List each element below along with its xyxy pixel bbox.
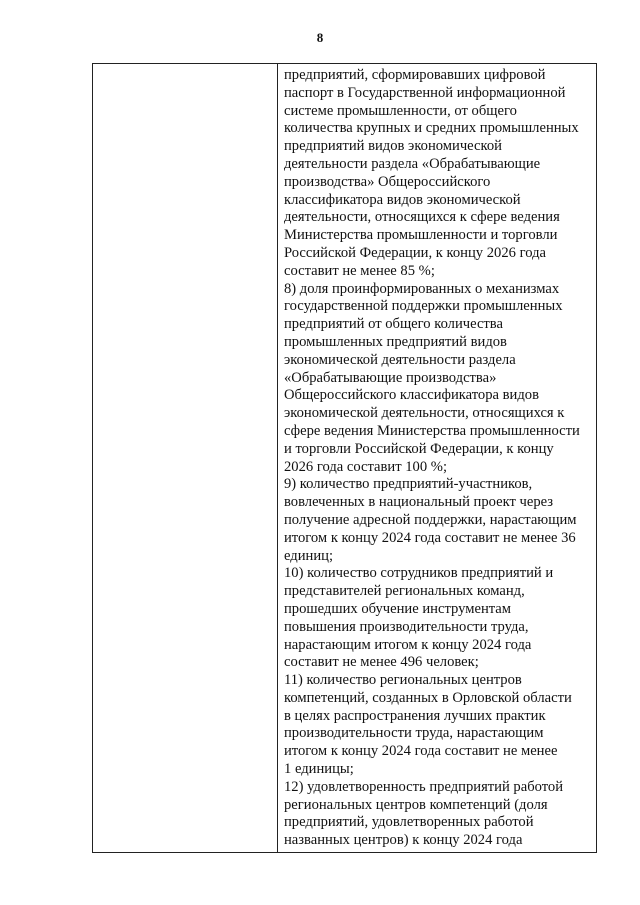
- text-line: итогом к концу 2024 года составит не менее 36: [284, 529, 576, 546]
- text-line: нарастающим итогом к концу 2024 года: [284, 636, 532, 653]
- text-line: составит не менее 85 %;: [284, 262, 435, 279]
- text-line: Российской Федерации, к концу 2026 года: [284, 244, 546, 261]
- text-line: итогом к концу 2024 года составит не менее: [284, 743, 558, 760]
- text-line: сфере ведения Министерства промышленности: [284, 422, 580, 439]
- text-line: прошедших обучение инструментам: [284, 600, 512, 617]
- text-line: предприятий видов экономической: [284, 138, 502, 155]
- text-line: деятельности, относящихся к сфере ведения: [284, 209, 560, 226]
- page-number: 8: [316, 30, 324, 45]
- text-line: производительности труда, нарастающим: [284, 725, 544, 742]
- text-line: Общероссийского классификатора видов: [284, 387, 539, 404]
- text-line: классификатора видов экономической: [284, 191, 521, 208]
- table-left-cell: [93, 64, 278, 852]
- text-line: экономической деятельности, относящихся к: [284, 405, 565, 422]
- text-line: получение адресной поддержки, нарастающим: [284, 511, 577, 528]
- text-line: производства» Общероссийского: [284, 173, 491, 190]
- table-right-cell: [278, 64, 596, 852]
- text-line: и торговли Российской Федерации, к концу: [284, 440, 554, 457]
- text-line: промышленных предприятий видов: [284, 333, 507, 350]
- text-line: государственной поддержки промышленных: [284, 298, 563, 315]
- text-line: 10) количество сотрудников предприятий и: [284, 565, 554, 582]
- text-line: повышения производительности труда,: [284, 618, 529, 635]
- text-line: единиц;: [284, 547, 334, 564]
- text-line: деятельности раздела «Обрабатывающие: [284, 155, 541, 172]
- text-line: 12) удовлетворенность предприятий работой: [284, 778, 564, 795]
- text-line: 11) количество региональных центров: [284, 672, 522, 689]
- text-line: названных центров) к концу 2024 года: [284, 832, 523, 849]
- text-line: представителей региональных команд,: [284, 583, 525, 600]
- text-line: предприятий, сформировавших цифровой: [284, 67, 546, 83]
- text-line: 8) доля проинформированных о механизмах: [284, 280, 560, 297]
- text-line: экономической деятельности раздела: [284, 351, 516, 368]
- text-line: количества крупных и средних промышленных: [284, 120, 579, 137]
- text-line: предприятий, удовлетворенных работой: [284, 814, 534, 831]
- text-line: 1 единицы;: [284, 761, 354, 778]
- text-line: региональных центров компетенций (доля: [284, 796, 548, 813]
- text-line: предприятий от общего количества: [284, 316, 503, 333]
- text-line: компетенций, созданных в Орловской области: [284, 689, 572, 706]
- text-line: 9) количество предприятий-участников,: [284, 476, 533, 493]
- text-line: паспорт в Государственной информационной: [284, 84, 566, 101]
- text-line: вовлеченных в национальный проект через: [284, 494, 554, 511]
- text-line: в целях распространения лучших практик: [284, 707, 546, 724]
- text-line: системе промышленности, от общего: [284, 102, 517, 119]
- text-line: «Обрабатывающие производства»: [284, 369, 497, 386]
- document-table: [92, 63, 597, 853]
- text-line: составит не менее 496 человек;: [284, 654, 479, 671]
- text-line: 2026 года составит 100 %;: [284, 458, 448, 475]
- text-line: Министерства промышленности и торговли: [284, 227, 558, 244]
